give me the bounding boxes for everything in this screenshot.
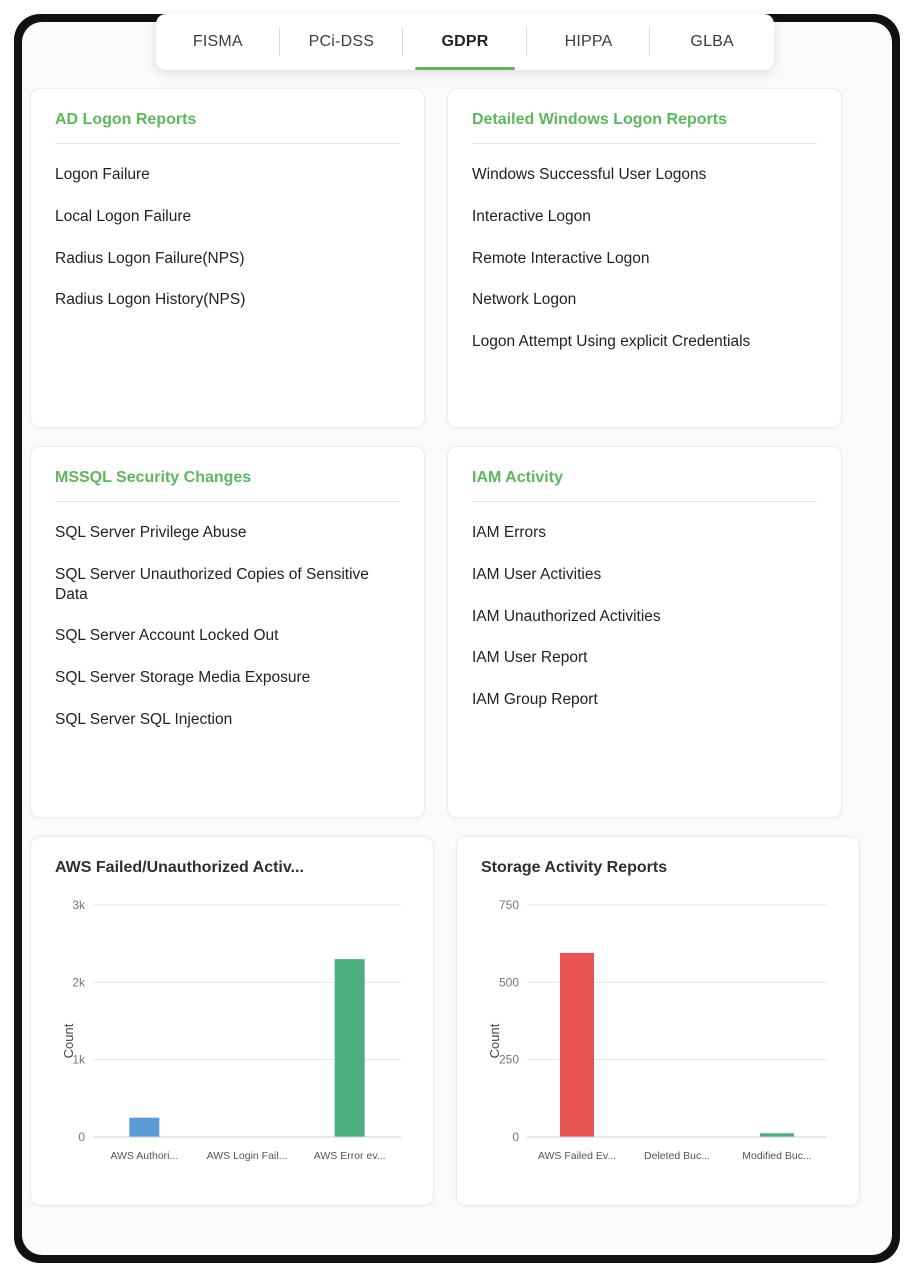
bar-chart-storage: [475, 891, 841, 1181]
svg-text:1k: 1k: [72, 1052, 85, 1067]
chart-area: [49, 891, 415, 1191]
svg-text:Modified Buc...: Modified Buc...: [742, 1150, 812, 1162]
tab-pci-dss[interactable]: [280, 14, 404, 70]
tab-glba[interactable]: [650, 14, 774, 70]
svg-text:500: 500: [498, 975, 519, 990]
list-item[interactable]: IAM Unauthorized Activities: [472, 607, 661, 625]
card-title: IAM Activity: [472, 469, 817, 502]
chart-title: AWS Failed/Unauthorized Activ...: [55, 859, 304, 876]
card-row-3: [30, 836, 842, 1206]
list-item[interactable]: SQL Server Privilege Abuse: [55, 524, 247, 541]
dashboard-content: [30, 88, 842, 1224]
report-list: [472, 154, 817, 363]
list-item[interactable]: IAM User Report: [472, 649, 588, 667]
list-item[interactable]: IAM Errors: [472, 524, 547, 541]
list-item[interactable]: Interactive Logon: [472, 207, 591, 225]
list-item[interactable]: SQL Server Account Locked Out: [55, 627, 279, 645]
tab-fisma[interactable]: [156, 14, 280, 70]
list-item[interactable]: IAM User Activities: [472, 565, 602, 583]
list-item[interactable]: SQL Server SQL Injection: [55, 711, 233, 729]
svg-text:2k: 2k: [72, 975, 85, 990]
svg-text:AWS Authori...: AWS Authori...: [110, 1150, 179, 1162]
list-item[interactable]: Windows Successful User Logons: [472, 166, 707, 183]
chart-title: Storage Activity Reports: [481, 859, 668, 876]
tab-glba-label: GLBA: [690, 33, 734, 50]
svg-text:AWS Failed Ev...: AWS Failed Ev...: [537, 1150, 617, 1162]
card-title: AD Logon Reports: [55, 111, 400, 144]
tab-hippa-label: HIPPA: [564, 33, 613, 50]
list-item[interactable]: Radius Logon Failure(NPS): [55, 249, 245, 267]
card-aws-failed-unauthorized-activity: [30, 836, 434, 1206]
chart-area: [475, 891, 841, 1191]
card-ad-logon-reports: [30, 88, 425, 428]
list-item[interactable]: Local Logon Failure: [55, 207, 192, 225]
card-title: MSSQL Security Changes: [55, 469, 400, 502]
report-list: [55, 154, 400, 321]
card-detailed-windows-logon-reports: [447, 88, 842, 428]
card-iam-activity: [447, 446, 842, 818]
bar-chart-aws: [49, 891, 415, 1181]
tab-pci-dss-label: PCi-DSS: [308, 33, 375, 50]
svg-text:0: 0: [512, 1130, 519, 1144]
list-item[interactable]: Radius Logon History(NPS): [55, 291, 246, 309]
svg-text:0: 0: [78, 1130, 85, 1144]
card-row-1: [30, 88, 842, 428]
tab-active-underline: [415, 67, 515, 70]
svg-text:AWS Error ev...: AWS Error ev...: [313, 1150, 386, 1162]
tab-gdpr-label: GDPR: [441, 33, 489, 50]
list-item[interactable]: Network Logon: [472, 291, 577, 309]
svg-text:3k: 3k: [72, 898, 85, 912]
list-item[interactable]: IAM Group Report: [472, 691, 598, 709]
list-item[interactable]: Logon Failure: [55, 166, 150, 183]
card-mssql-security-changes: [30, 446, 425, 818]
svg-text:250: 250: [498, 1052, 519, 1067]
card-storage-activity-reports: [456, 836, 860, 1206]
list-item[interactable]: SQL Server Unauthorized Copies of Sensitive Data: [55, 565, 369, 603]
compliance-tabs[interactable]: [156, 14, 774, 70]
card-row-2: [30, 446, 842, 818]
list-item[interactable]: SQL Server Storage Media Exposure: [55, 669, 311, 687]
report-list: [55, 512, 400, 741]
svg-text:AWS Login Fail...: AWS Login Fail...: [206, 1150, 288, 1162]
card-title: Detailed Windows Logon Reports: [472, 111, 817, 144]
svg-text:Deleted Buc...: Deleted Buc...: [644, 1150, 710, 1162]
list-item[interactable]: Remote Interactive Logon: [472, 249, 650, 267]
list-item[interactable]: Logon Attempt Using explicit Credentials: [472, 333, 751, 351]
y-axis-label: Count: [60, 1023, 76, 1059]
tab-hippa[interactable]: [527, 14, 651, 70]
tab-fisma-label: FISMA: [192, 33, 243, 50]
tab-gdpr[interactable]: [403, 14, 527, 70]
y-axis-label: Count: [486, 1023, 502, 1059]
svg-text:750: 750: [498, 898, 519, 912]
report-list: [472, 512, 817, 721]
